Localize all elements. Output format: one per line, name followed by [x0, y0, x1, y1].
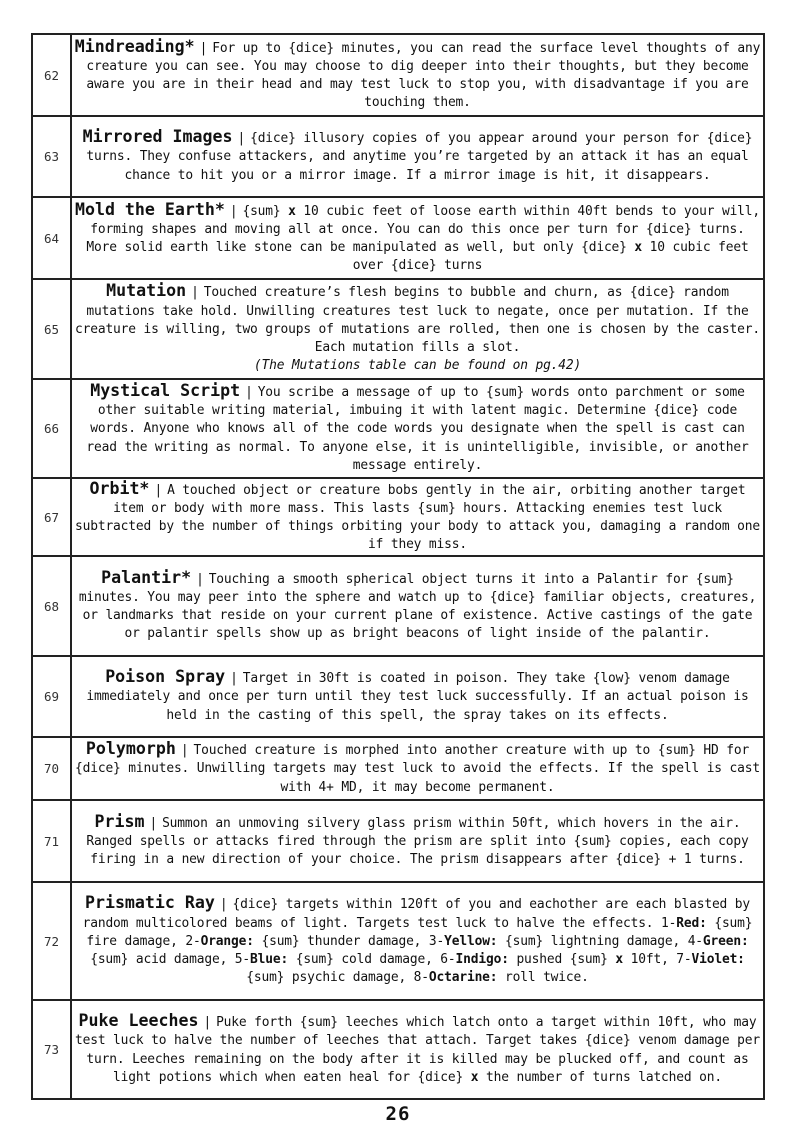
- spell-number: 69: [32, 656, 71, 737]
- spell-name: Orbit*: [89, 478, 150, 498]
- spell-entry: [71, 478, 764, 556]
- spell-description: You scribe a message of up to {sum} words onto parchment or some other suitable writing material, imbuing it with latent magic. Determine {dice} code words. Anyone who knows all of the code words you designate when the spell is cast can read the writing as normal. To anyone else, it is unintelligible, invisible, or another message entirely.: [86, 384, 749, 473]
- spell-entry: [71, 1000, 764, 1099]
- spell-description: Target in 30ft is coated in poison. They take {low} venom damage immediately and once per turn until they test luck successfully. If an actual poison is held in the casting of this spell, the spray takes on its effects.: [86, 671, 749, 723]
- separator: |: [229, 203, 238, 219]
- spell-description: A touched object or creature bobs gently in the air, orbiting another target item or body with more mass. This lasts {sum} hours. Attacking enemies test luck subtracted by the number of things orbiting your body to attack you, damaging a random one if they miss.: [75, 482, 760, 553]
- separator: |: [219, 897, 228, 913]
- page-number: 26: [385, 1103, 411, 1125]
- spell-row: [32, 800, 764, 882]
- spell-description: Touched creature is morphed into another creature with up to {sum} HD for {dice} minutes. Unwilling targets may test luck to avoid the effects. If the spell is cast with 4+ MD, it may become permanent.: [75, 743, 760, 795]
- spell-name: Poison Spray: [105, 667, 226, 687]
- spell-number: 73: [32, 1000, 71, 1099]
- spell-number: 65: [32, 279, 71, 379]
- spell-row: [32, 882, 764, 1000]
- spell-name: Polymorph: [85, 739, 176, 759]
- page-reference-note: (The Mutations table can be found on pg.42): [253, 358, 582, 374]
- spell-name: Mystical Script: [90, 380, 241, 400]
- spell-name: Mold the Earth*: [74, 199, 225, 219]
- spell-number: 70: [32, 737, 71, 800]
- separator: |: [191, 285, 199, 301]
- separator: |: [196, 571, 204, 587]
- spell-row: [32, 656, 764, 737]
- spell-entry: [71, 882, 764, 1000]
- spell-name: Puke Leeches: [78, 1011, 199, 1031]
- separator: |: [149, 815, 158, 831]
- separator: |: [245, 384, 253, 400]
- spell-name: Prismatic Ray: [84, 893, 215, 913]
- separator: |: [180, 743, 189, 759]
- spell-description: Touched creature’s flesh begins to bubble and churn, as {dice} random mutations take hold. Unwilling creatures test luck to negate, once per mutation. If the creature is willing, two groups of mutations are rolled, then one is chosen by the caster. Each mutation fills a slot.: [75, 285, 760, 356]
- spell-number: 66: [32, 379, 71, 478]
- spell-name: Mirrored Images: [82, 127, 233, 147]
- spell-row: [32, 1000, 764, 1099]
- spell-number: 71: [32, 800, 71, 882]
- spell-row: [32, 556, 764, 656]
- spell-description: Puke forth {sum} leeches which latch onto a target within 10ft, who may test luck to halve the number of leeches that attach. Target takes {dice} venom damage per turn. Leeches remaining on the body after it is killed may be plucked off, and count as light potions which when eaten heal for {dice} x the number of turns latched on.: [75, 1015, 760, 1085]
- spell-description: {dice} targets within 120ft of you and eachother are each blasted by random multicolored beams of light. Targets test luck to halve the effects. 1-Red: {sum} fire damage, 2-Orange: {sum} thunder damage, 3-Yellow: {sum} lightning damage, 4-Green: {sum} acid damage, 5-Blue: {sum} cold damage, 6-Indigo: pushed {sum} x 10ft, 7-Violet: {sum} psychic damage, 8-Octarine: roll twice.: [82, 897, 753, 986]
- spell-description: Touching a smooth spherical object turns it into a Palantir for {sum} minutes. You may peer into the sphere and watch up to {dice} familiar objects, creatures, or landmarks that reside on your current plane of existence. Active castings of the gate or palantir spells show up as bright beacons of light inside of the palantir.: [78, 571, 757, 642]
- spell-name: Palantir*: [101, 567, 192, 587]
- spell-entry: [71, 379, 764, 478]
- spell-entry: [71, 279, 764, 379]
- spell-description: {dice} illusory copies of you appear around your person for {dice} turns. They confuse attackers, and anytime you’re targeted by an attack it has an equal chance to hit you or a mirror image. If a mirror image is hit, it disappears.: [86, 131, 753, 183]
- spell-entry: [71, 737, 764, 800]
- spell-row: [32, 478, 764, 556]
- spell-number: 63: [32, 116, 71, 197]
- separator: |: [203, 1015, 212, 1031]
- spell-row: [32, 379, 764, 478]
- spell-number: 62: [32, 34, 71, 116]
- spell-description: {sum} x 10 cubic feet of loose earth within 40ft bends to your will, forming shapes and moving all at once. You can do this once per turn for {dice} turns. More solid earth like stone can be manipulated as well, but only {dice} x 10 cubic feet over {dice} turns: [86, 203, 761, 274]
- spell-row: [32, 197, 764, 279]
- spell-number: 67: [32, 478, 71, 556]
- spell-entry: [71, 656, 764, 737]
- spell-row: [32, 279, 764, 379]
- spell-number: 72: [32, 882, 71, 1000]
- separator: |: [230, 671, 238, 687]
- spell-number: 64: [32, 197, 71, 279]
- spell-name: Mindreading*: [74, 36, 195, 56]
- spell-entry: [71, 34, 764, 116]
- spell-number: 68: [32, 556, 71, 656]
- spell-entry: [71, 800, 764, 882]
- spell-row: [32, 116, 764, 197]
- spell-entry: [71, 197, 764, 279]
- spell-description: For up to {dice} minutes, you can read the surface level thoughts of any creature you can see. You may choose to dig deeper into their thoughts, but they become aware you are in their head and may test luck to stop you, with disadvantage if you are touching them.: [86, 40, 761, 111]
- spell-table: [31, 33, 765, 1100]
- spell-entry: [71, 116, 764, 197]
- spell-row: [32, 34, 764, 116]
- spell-name: Mutation: [106, 281, 187, 301]
- spell-description: Summon an unmoving silvery glass prism within 50ft, which hovers in the air. Ranged spells or attacks fired through the prism are split into {sum} copies, each copy firing in a new direction of your choice. The prism disappears after {dice} + 1 turns.: [86, 815, 749, 868]
- spell-row: [32, 737, 764, 800]
- separator: |: [237, 131, 246, 147]
- separator: |: [154, 482, 163, 498]
- separator: |: [199, 40, 208, 56]
- spell-name: Prism: [94, 811, 145, 831]
- spell-entry: [71, 556, 764, 656]
